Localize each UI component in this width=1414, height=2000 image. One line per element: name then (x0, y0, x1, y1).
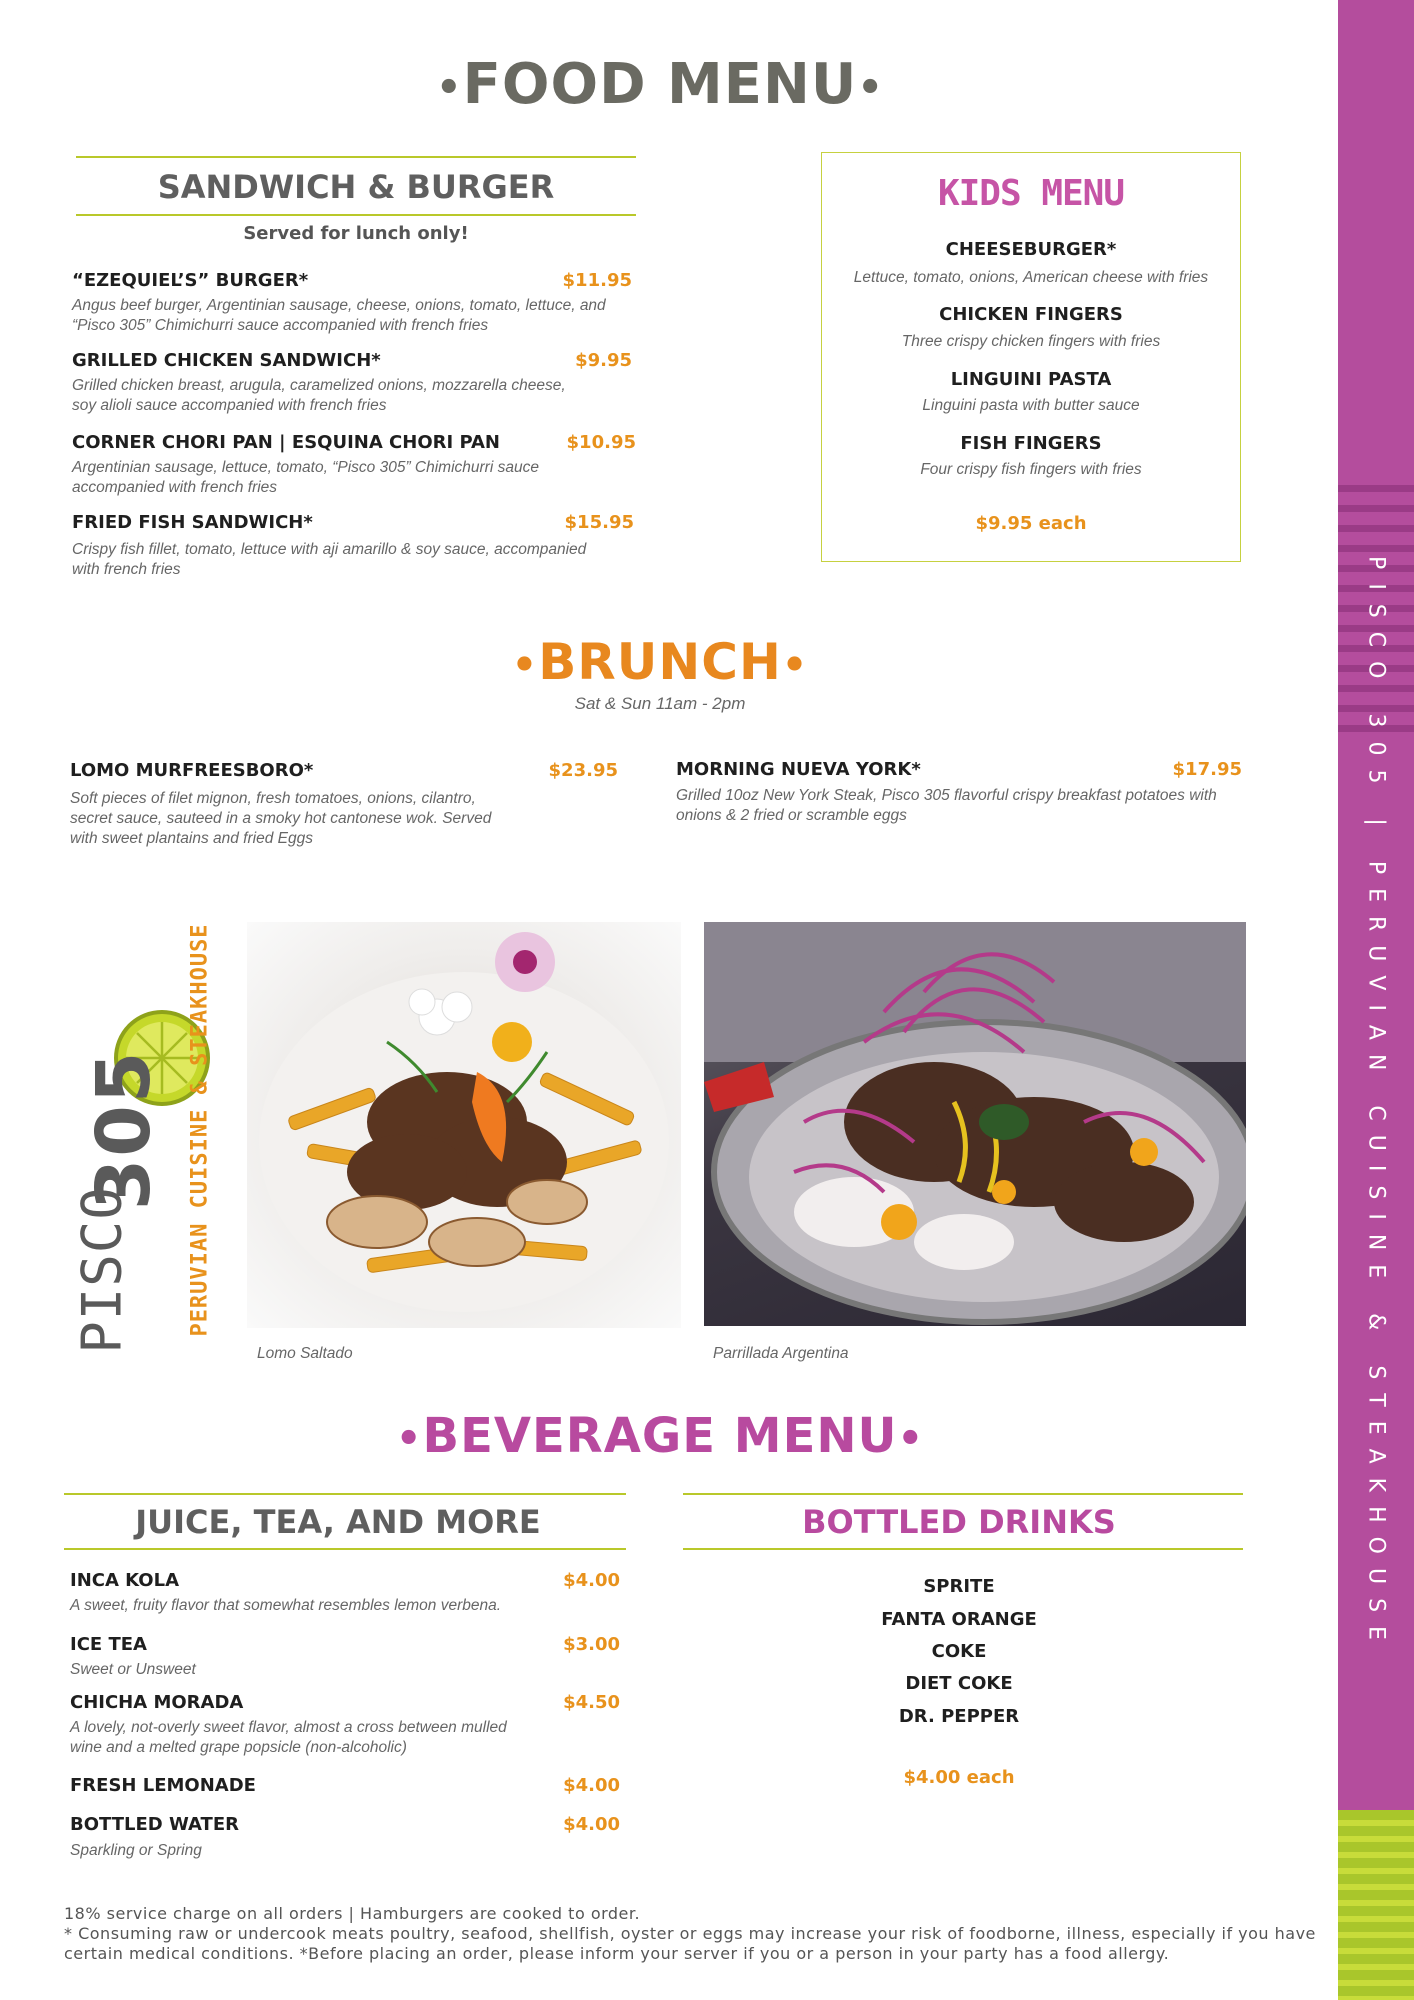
photo-caption: Lomo Saltado (257, 1345, 353, 1362)
photo-lomo-saltado (247, 922, 681, 1328)
food-menu-title: •FOOD MENU• (436, 52, 884, 117)
item-desc: Grilled 10oz New York Steak, Pisco 305 flavorful crispy breakfast potatoes with (676, 787, 1217, 804)
kids-item-name: CHEESEBURGER* (945, 239, 1117, 260)
item-price: $4.00 (563, 1570, 620, 1591)
item-price: $4.00 (563, 1775, 620, 1796)
item-desc: “Pisco 305” Chimichurri sauce accompanied with french fries (72, 317, 489, 334)
item-desc: secret sauce, sauteed in a smoky hot cantonese wok. Served (70, 810, 492, 827)
item-desc: with sweet plantains and fried Eggs (70, 830, 313, 847)
kids-menu-heading: KIDS MENU (937, 173, 1125, 214)
bottled-item: COKE (931, 1641, 987, 1662)
item-name: FRESH LEMONADE (70, 1775, 256, 1796)
item-name: BOTTLED WATER (70, 1814, 239, 1835)
photo-caption: Parrillada Argentina (713, 1345, 849, 1362)
side-stripe (1338, 0, 1414, 2000)
item-price: $15.95 (564, 512, 634, 533)
item-desc: Sparkling or Spring (70, 1842, 202, 1859)
item-name: GRILLED CHICKEN SANDWICH* (72, 350, 381, 371)
kids-price: $9.95 each (975, 513, 1087, 534)
divider-line (64, 1548, 626, 1550)
sandwich-heading: SANDWICH & BURGER (157, 168, 555, 206)
item-desc: A lovely, not-overly sweet flavor, almost a cross between mulled (70, 1719, 507, 1736)
footer-notes (64, 1904, 1334, 1964)
item-price: $17.95 (1172, 759, 1242, 780)
item-desc: wine and a melted grape popsicle (non-alcoholic) (70, 1739, 407, 1756)
item-price: $9.95 (575, 350, 632, 371)
kids-menu-box (821, 152, 1241, 562)
kids-item-name: FISH FINGERS (960, 433, 1102, 454)
item-name: FRIED FISH SANDWICH* (72, 512, 313, 533)
side-stripe-text: PISCO 305 | PERUVIAN CUISINE & STEAKHOUSE (1363, 556, 1389, 1654)
divider-line (76, 156, 636, 158)
item-desc: Sweet or Unsweet (70, 1661, 196, 1678)
bottled-heading: BOTTLED DRINKS (802, 1503, 1116, 1541)
item-desc: with french fries (72, 561, 181, 578)
item-desc: Crispy fish fillet, tomato, lettuce with aji amarillo & soy sauce, accompanied (72, 541, 587, 558)
kids-item-name: LINGUINI PASTA (950, 369, 1112, 390)
juice-heading: JUICE, TEA, AND MORE (135, 1503, 541, 1541)
photo-parrillada-argentina (704, 922, 1246, 1326)
item-desc: soy alioli sauce accompanied with french fries (72, 397, 387, 414)
item-desc: accompanied with french fries (72, 479, 278, 496)
item-name: “EZEQUIEL’S” BURGER* (72, 270, 309, 291)
item-price: $11.95 (562, 270, 632, 291)
pisco-305-logo (62, 923, 222, 1354)
divider-line (76, 214, 636, 216)
bottled-item: DR. PEPPER (898, 1706, 1020, 1727)
sandwich-note: Served for lunch only! (243, 223, 469, 244)
kids-item-name: CHICKEN FINGERS (939, 304, 1123, 325)
parrillada-illustration (704, 922, 1246, 1326)
bottled-item: DIET COKE (905, 1673, 1013, 1694)
bottled-item: FANTA ORANGE (881, 1609, 1037, 1630)
kids-item-desc: Lettuce, tomato, onions, American cheese with fries (853, 269, 1209, 286)
kids-item-desc: Three crispy chicken fingers with fries (901, 333, 1161, 350)
brunch-hours: Sat & Sun 11am - 2pm (574, 694, 746, 713)
footer-line: * Consuming raw or undercook meats poultry, seafood, shellfish, oyster or eggs may increase your risk of foodborne, illness, especially if you have (64, 1924, 1316, 1943)
item-price: $23.95 (548, 760, 618, 781)
item-name: ICE TEA (70, 1634, 147, 1655)
kids-item-desc: Four crispy fish fingers with fries (920, 461, 1142, 478)
kids-item-desc: Linguini pasta with butter sauce (922, 397, 1140, 414)
item-desc: A sweet, fruity flavor that somewhat resembles lemon verbena. (70, 1597, 502, 1614)
divider-line (683, 1493, 1243, 1495)
item-price: $10.95 (566, 432, 636, 453)
footer-line: certain medical conditions. *Before placing an order, please inform your server if you or a person in your party has a food allergy. (64, 1944, 1170, 1963)
item-desc: Grilled chicken breast, arugula, caramelized onions, mozzarella cheese, (72, 377, 566, 394)
item-desc: onions & 2 fried or scramble eggs (676, 807, 907, 824)
item-desc: Angus beef burger, Argentinian sausage, cheese, onions, tomato, lettuce, and (72, 297, 606, 314)
bottled-price: $4.00 each (903, 1767, 1015, 1788)
item-name: MORNING NUEVA YORK* (676, 759, 921, 780)
brunch-title: •BRUNCH• (511, 633, 809, 691)
item-name: INCA KOLA (70, 1570, 180, 1591)
item-name: CHICHA MORADA (70, 1692, 244, 1713)
lomo-saltado-illustration (247, 922, 681, 1328)
item-desc: Soft pieces of filet mignon, fresh tomatoes, onions, cilantro, (70, 790, 476, 807)
stripe-green-pattern (1338, 1810, 1414, 2000)
footer-line: 18% service charge on all orders | Hamburgers are cooked to order. (64, 1904, 641, 1923)
divider-line (683, 1548, 1243, 1550)
logo-word-pisco: PISCO (70, 1186, 134, 1354)
item-price: $4.00 (563, 1814, 620, 1835)
beverage-menu-title: •BEVERAGE MENU• (395, 1408, 925, 1464)
item-price: $3.00 (563, 1634, 620, 1655)
item-price: $4.50 (563, 1692, 620, 1713)
item-name: LOMO MURFREESBORO* (70, 760, 314, 781)
bottled-item: SPRITE (923, 1576, 995, 1597)
item-desc: Argentinian sausage, lettuce, tomato, “Pisco 305” Chimichurri sauce (72, 459, 539, 476)
logo-tagline: PERUVIAN CUISINE & STEAKHOUSE (187, 923, 213, 1337)
logo-word-305: 305 (81, 1049, 167, 1211)
divider-line (64, 1493, 626, 1495)
item-name: CORNER CHORI PAN | ESQUINA CHORI PAN (72, 432, 500, 453)
